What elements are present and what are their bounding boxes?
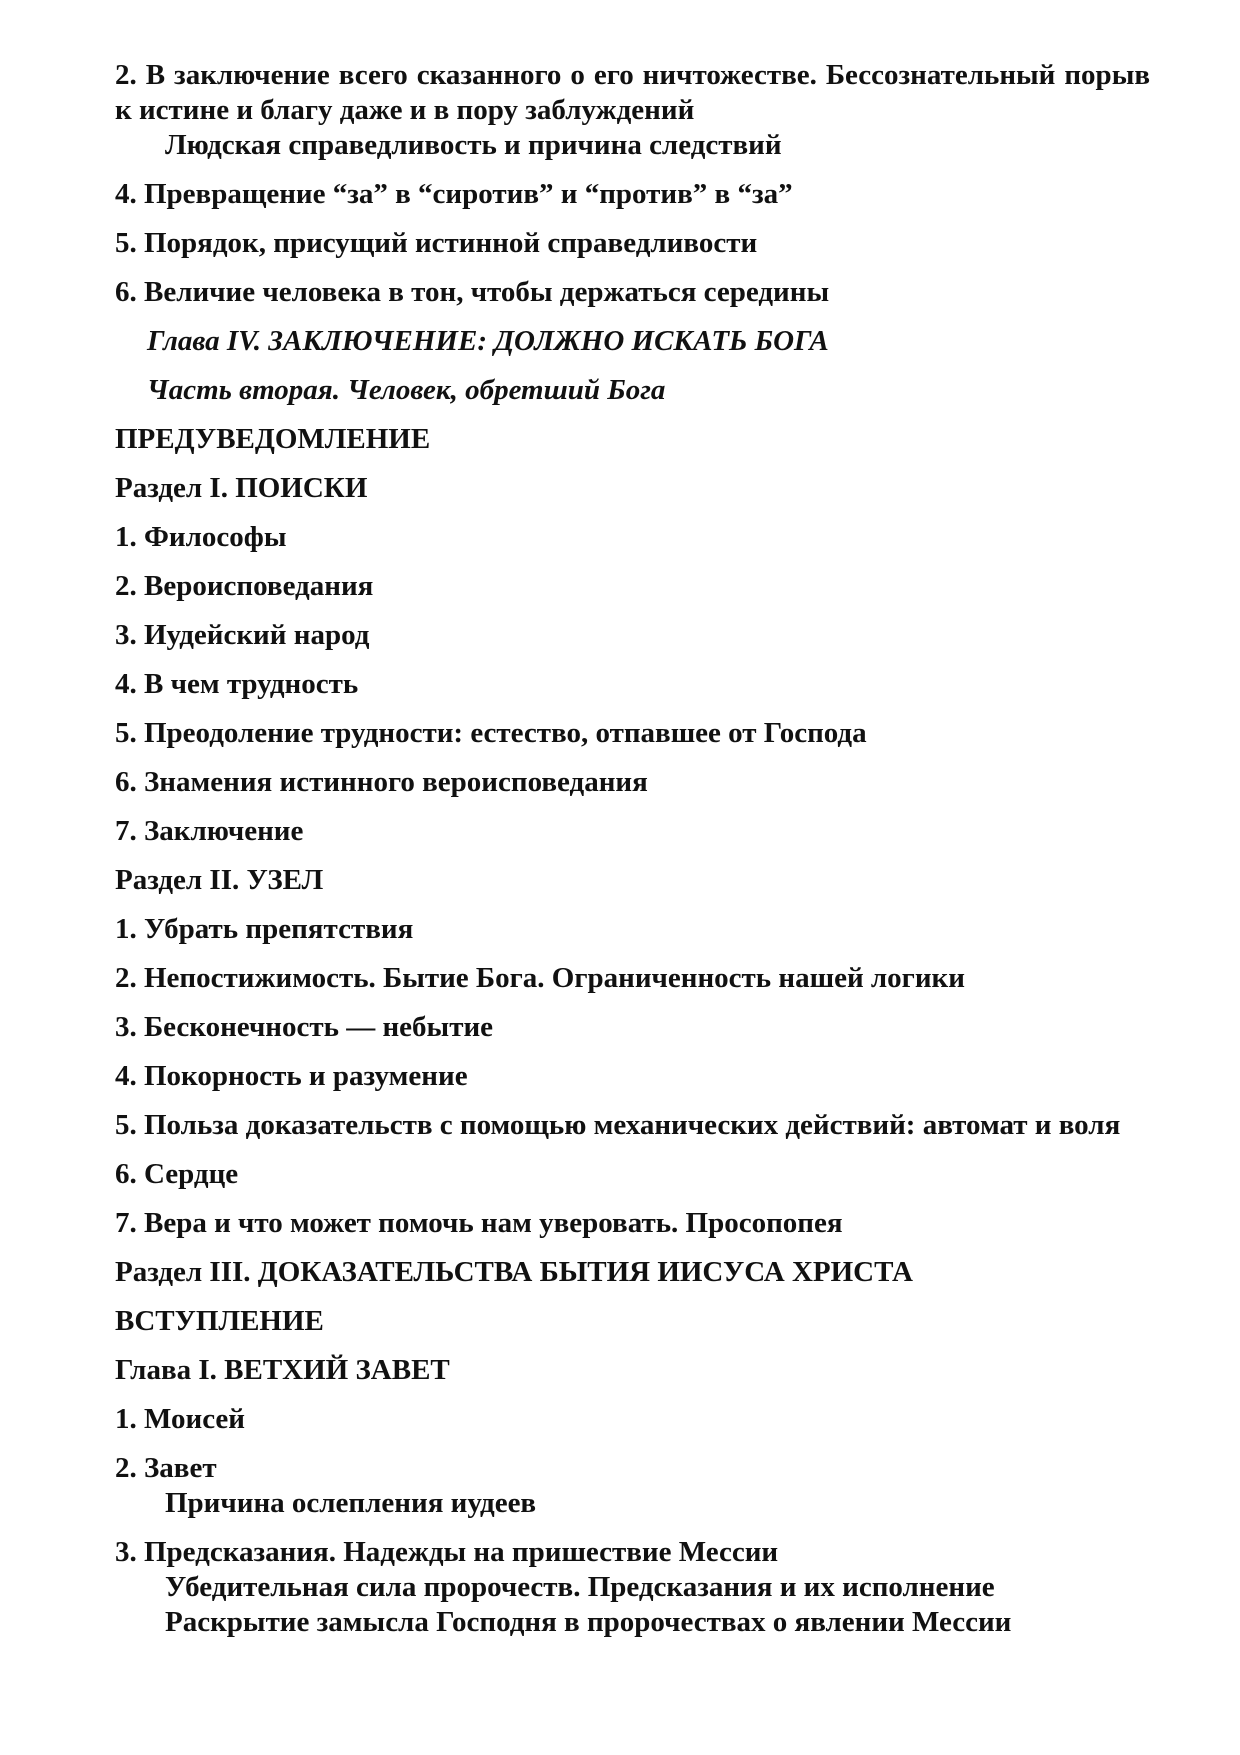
toc-entry-text: 3. Предсказания. Надежды на пришествие Мессии	[115, 1536, 779, 1568]
toc-entry: 1. Философы	[115, 521, 287, 553]
toc-entry: 5. Порядок, присущий истинной справедливости	[115, 227, 758, 259]
toc-entry: 7. Вера и что может помочь нам уверовать. Просопопея	[115, 1207, 843, 1239]
chapter-heading: Глава I. ВЕТХИЙ ЗАВЕТ	[115, 1354, 450, 1386]
toc-subentry-text: Причина ослепления иудеев	[165, 1487, 537, 1519]
section-heading: Раздел III. ДОКАЗАТЕЛЬСТВА БЫТИЯ ИИСУСА ХРИСТА	[115, 1256, 913, 1288]
toc-entry-text: 2. В заключение всего сказанного о его ничтожестве. Бессознательный порыв к истине и благу даже и в пору заблуждений	[115, 59, 1150, 126]
toc-entry: 6. Сердце	[115, 1158, 239, 1190]
toc-entry: 6. Величие человека в тон, чтобы держаться середины	[115, 276, 830, 308]
chapter-heading: Глава IV. ЗАКЛЮЧЕНИЕ: ДОЛЖНО ИСКАТЬ БОГА	[147, 325, 829, 357]
toc-subentry-text: Раскрытие замысла Господня в пророчествах о явлении Мессии	[165, 1606, 1012, 1638]
toc-entry: 7. Заключение	[115, 815, 304, 847]
toc-entry: 4. Покорность и разумение	[115, 1060, 468, 1092]
toc-entry-text: 2. Завет	[115, 1452, 217, 1484]
toc-entry: 5. Польза доказательств с помощью механических действий: автомат и воля	[115, 1109, 1121, 1141]
toc-subentry-text: Убедительная сила пророчеств. Предсказания и их исполнение	[165, 1571, 995, 1603]
toc-entry	[115, 1535, 1150, 1640]
toc-entry	[115, 1451, 1150, 1521]
toc-entry: 4. Превращение “за” в “сиротив” и “против” в “за”	[115, 178, 793, 210]
toc-entry: 5. Преодоление трудности: естество, отпавшее от Господа	[115, 717, 867, 749]
section-heading: Раздел II. УЗЕЛ	[115, 864, 324, 896]
toc-entry: 2. Непостижимость. Бытие Бога. Ограниченность нашей логики	[115, 962, 965, 994]
toc-entry: 6. Знамения истинного вероисповедания	[115, 766, 648, 798]
toc-entry: 1. Убрать препятствия	[115, 913, 414, 945]
section-heading: Раздел I. ПОИСКИ	[115, 472, 368, 504]
preface-heading: ПРЕДУВЕДОМЛЕНИЕ	[115, 423, 431, 455]
toc-entry: 1. Моисей	[115, 1403, 246, 1435]
toc-entry: 3. Иудейский народ	[115, 619, 370, 651]
part-heading: Часть вторая. Человек, обретший Бога	[147, 374, 666, 406]
toc-entry: 4. В чем трудность	[115, 668, 359, 700]
toc-subentry-text: Людская справедливость и причина следствий	[165, 129, 782, 161]
toc-entry: 3. Бесконечность — небытие	[115, 1011, 494, 1043]
toc-entry	[115, 58, 1150, 163]
intro-heading: ВСТУПЛЕНИЕ	[115, 1305, 324, 1337]
table-of-contents	[115, 58, 1150, 1654]
toc-entry: 2. Вероисповедания	[115, 570, 374, 602]
